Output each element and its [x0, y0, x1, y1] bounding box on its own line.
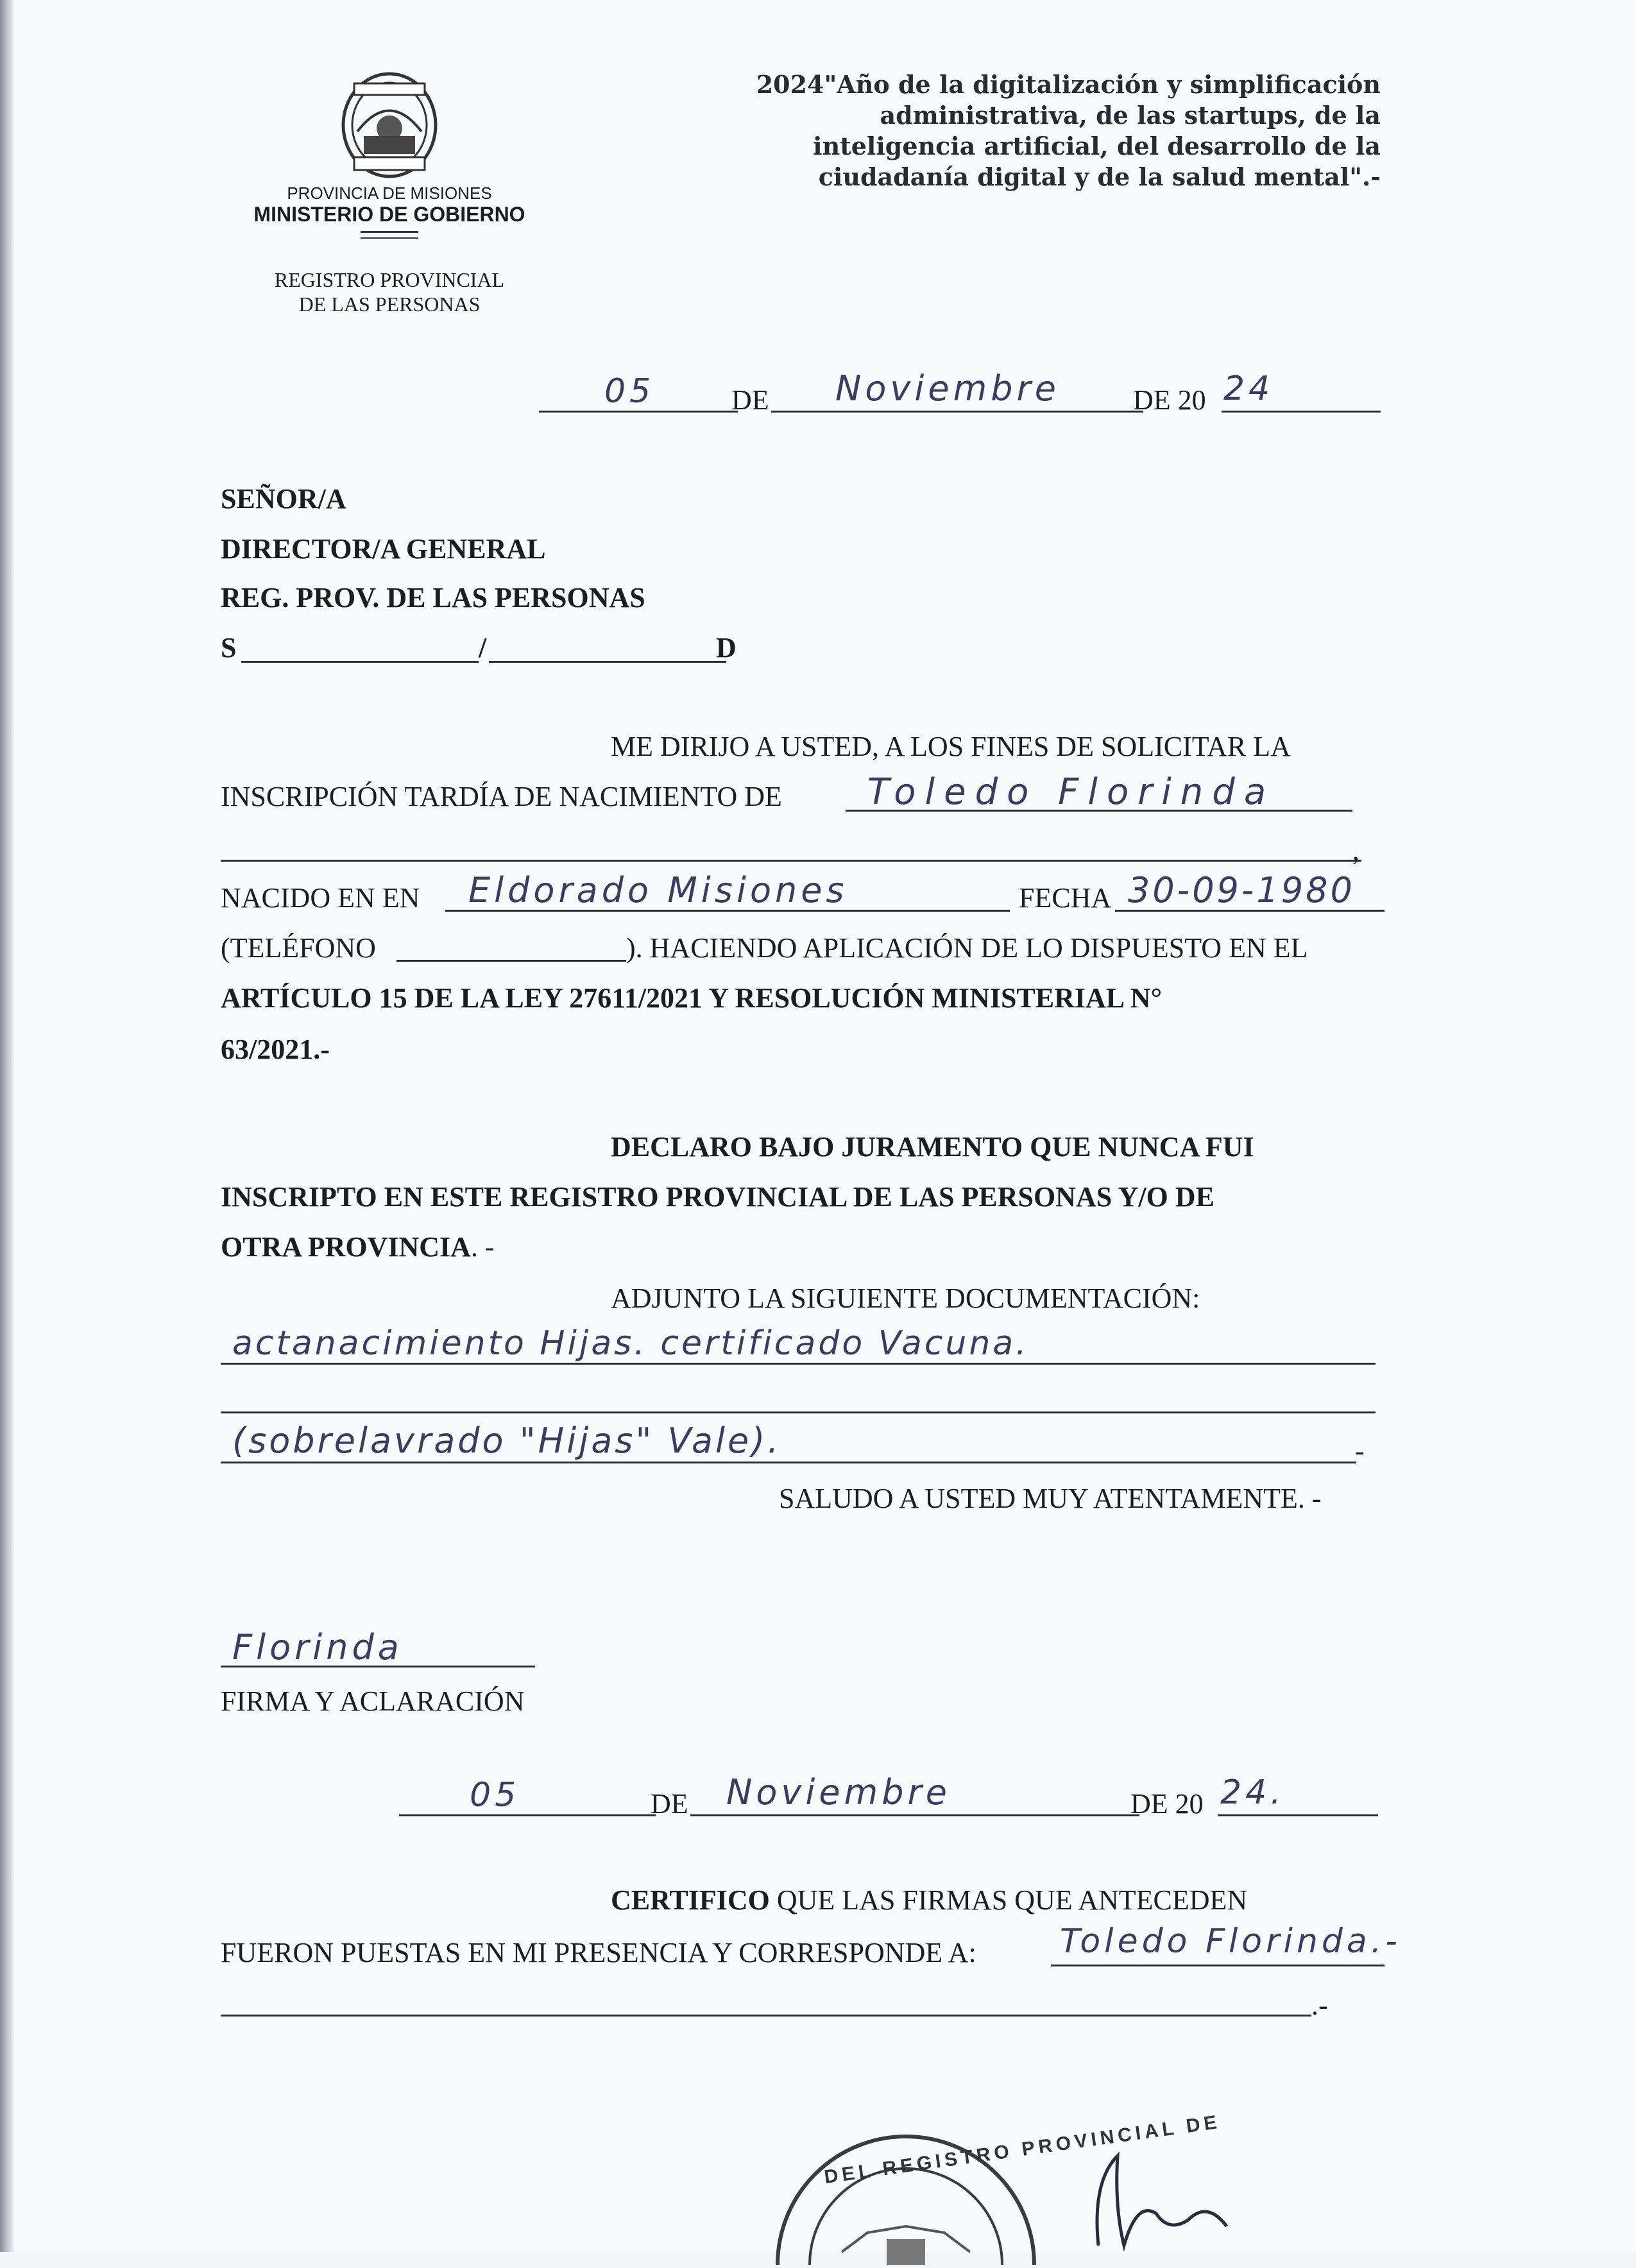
date1-month-line	[771, 411, 1143, 413]
birthplace: Eldorado Misiones	[468, 870, 848, 910]
certify-name: Toledo Florinda.-	[1060, 1922, 1402, 1961]
date2-de20-label: DE 20	[1130, 1788, 1204, 1820]
province-emblem	[328, 64, 450, 180]
date1-de-label: DE	[731, 384, 769, 416]
year-motto-line: inteligencia artificial, del desarrollo de la	[813, 132, 1381, 160]
province-label: PROVINCIA DE MISIONES	[287, 183, 492, 203]
signature-label: FIRMA Y ACLARACIÓN	[221, 1685, 525, 1717]
attach-handwritten-2: (sobrelavrado "Hijas" Vale).	[232, 1420, 781, 1461]
year-motto-line: ciudadanía digital y de la salud mental".-	[818, 162, 1381, 191]
law-line-2: 63/2021.-	[221, 1034, 330, 1065]
attach-line-2	[221, 1411, 1376, 1413]
declare-line-3	[221, 1231, 495, 1263]
registry-label-1: REGISTRO PROVINCIAL	[274, 268, 505, 291]
request-line-1: ME DIRIJO A USTED, A LOS FINES DE SOLICITAR LA	[611, 731, 1291, 762]
certify-end: .-	[1311, 1990, 1328, 2021]
applicant-name: Toledo Florinda	[867, 771, 1275, 813]
addressee-d-line	[489, 661, 726, 663]
registry-label-2: DE LAS PERSONAS	[298, 293, 481, 316]
scan-edge-shadow	[0, 0, 14, 2252]
attach-line-3	[221, 1462, 1356, 1463]
year-motto-line: administrativa, de las startups, de la	[880, 101, 1381, 130]
attach-handwritten-1: actanacimiento Hijas. certificado Vacuna.	[232, 1324, 1029, 1363]
date2-day: 05	[470, 1776, 520, 1814]
certify-line-2: FUERON PUESTAS EN MI PRESENCIA Y CORRESPONDE A:	[221, 1937, 976, 1968]
year-motto	[694, 69, 1381, 192]
date1-day-line	[539, 411, 738, 413]
date2-day-line	[399, 1814, 656, 1816]
addressee-line-3: REG. PROV. DE LAS PERSONAS	[221, 582, 645, 613]
declare-line-3-rest: . -	[470, 1231, 495, 1263]
phone-label: (TELÉFONO	[221, 932, 376, 964]
fecha-label: FECHA	[1019, 882, 1112, 914]
official-stamp	[771, 2111, 1222, 2268]
date1-day: 05	[604, 372, 655, 411]
addressee-slash: /	[479, 632, 487, 663]
law-line-1: ARTÍCULO 15 DE LA LEY 27611/2021 Y RESOLUCIÓN MINISTERIAL N°	[221, 982, 1163, 1014]
date1-year-line	[1222, 411, 1381, 413]
request-label: INSCRIPCIÓN TARDÍA DE NACIMIENTO DE	[221, 781, 782, 812]
applicant-name-line-2	[221, 860, 1361, 862]
born-label: NACIDO EN EN	[221, 882, 420, 914]
addressee-s: S	[221, 632, 237, 663]
date1-de20-label: DE 20	[1133, 384, 1206, 416]
addressee-s-line	[241, 661, 479, 663]
date2-month-line	[690, 1814, 1139, 1816]
attach-line-1	[221, 1363, 1376, 1365]
declare-line-3-bold: OTRA PROVINCIA	[221, 1231, 471, 1263]
certify-bold: CERTIFICO	[611, 1884, 770, 1916]
phone-line	[396, 960, 626, 962]
addressee-line-1: SEÑOR/A	[221, 483, 346, 515]
certify-line-3	[221, 2015, 1311, 2016]
official-signature	[1079, 2143, 1246, 2252]
applicant-signature: Florinda	[232, 1627, 403, 1667]
date1-year: 24	[1223, 370, 1274, 408]
ministry-divider-2	[361, 237, 418, 239]
birth-date: 30-09-1980	[1128, 870, 1355, 910]
signature-line	[221, 1666, 535, 1667]
applicant-comma: ,	[1352, 835, 1359, 866]
certify-name-line	[1051, 1965, 1385, 1966]
addressee-line-2: DIRECTOR/A GENERAL	[221, 533, 546, 565]
date2-de-label: DE	[651, 1788, 688, 1820]
ministry-divider	[361, 231, 418, 233]
document-page	[14, 0, 1636, 2252]
declare-line-1: DECLARO BAJO JURAMENTO QUE NUNCA FUI	[611, 1131, 1254, 1163]
date2-year: 24.	[1220, 1773, 1285, 1812]
phone-rest: ). HACIENDO APLICACIÓN DE LO DISPUESTO EN EL	[626, 932, 1308, 964]
date1-month: Noviembre	[835, 368, 1060, 409]
attach-label: ADJUNTO LA SIGUIENTE DOCUMENTACIÓN:	[611, 1283, 1200, 1314]
attach-dash: -	[1355, 1435, 1365, 1467]
stamp-text: DEL REGISTRO PROVINCIAL DE	[822, 2111, 1222, 2188]
year-motto-line: 2024"Año de la digitalización y simplificación	[756, 70, 1381, 99]
certify-rest: QUE LAS FIRMAS QUE ANTECEDEN	[769, 1884, 1248, 1916]
date2-month: Noviembre	[726, 1772, 951, 1812]
declare-line-2: INSCRIPTO EN ESTE REGISTRO PROVINCIAL DE LAS PERSONAS Y/O DE	[221, 1181, 1214, 1213]
closing-text: SALUDO A USTED MUY ATENTAMENTE. -	[779, 1483, 1322, 1514]
certify-line-1	[611, 1884, 1247, 1916]
addressee-d: D	[716, 632, 737, 663]
date2-year-line	[1218, 1814, 1378, 1816]
ministry-label: MINISTERIO DE GOBIERNO	[253, 203, 525, 226]
